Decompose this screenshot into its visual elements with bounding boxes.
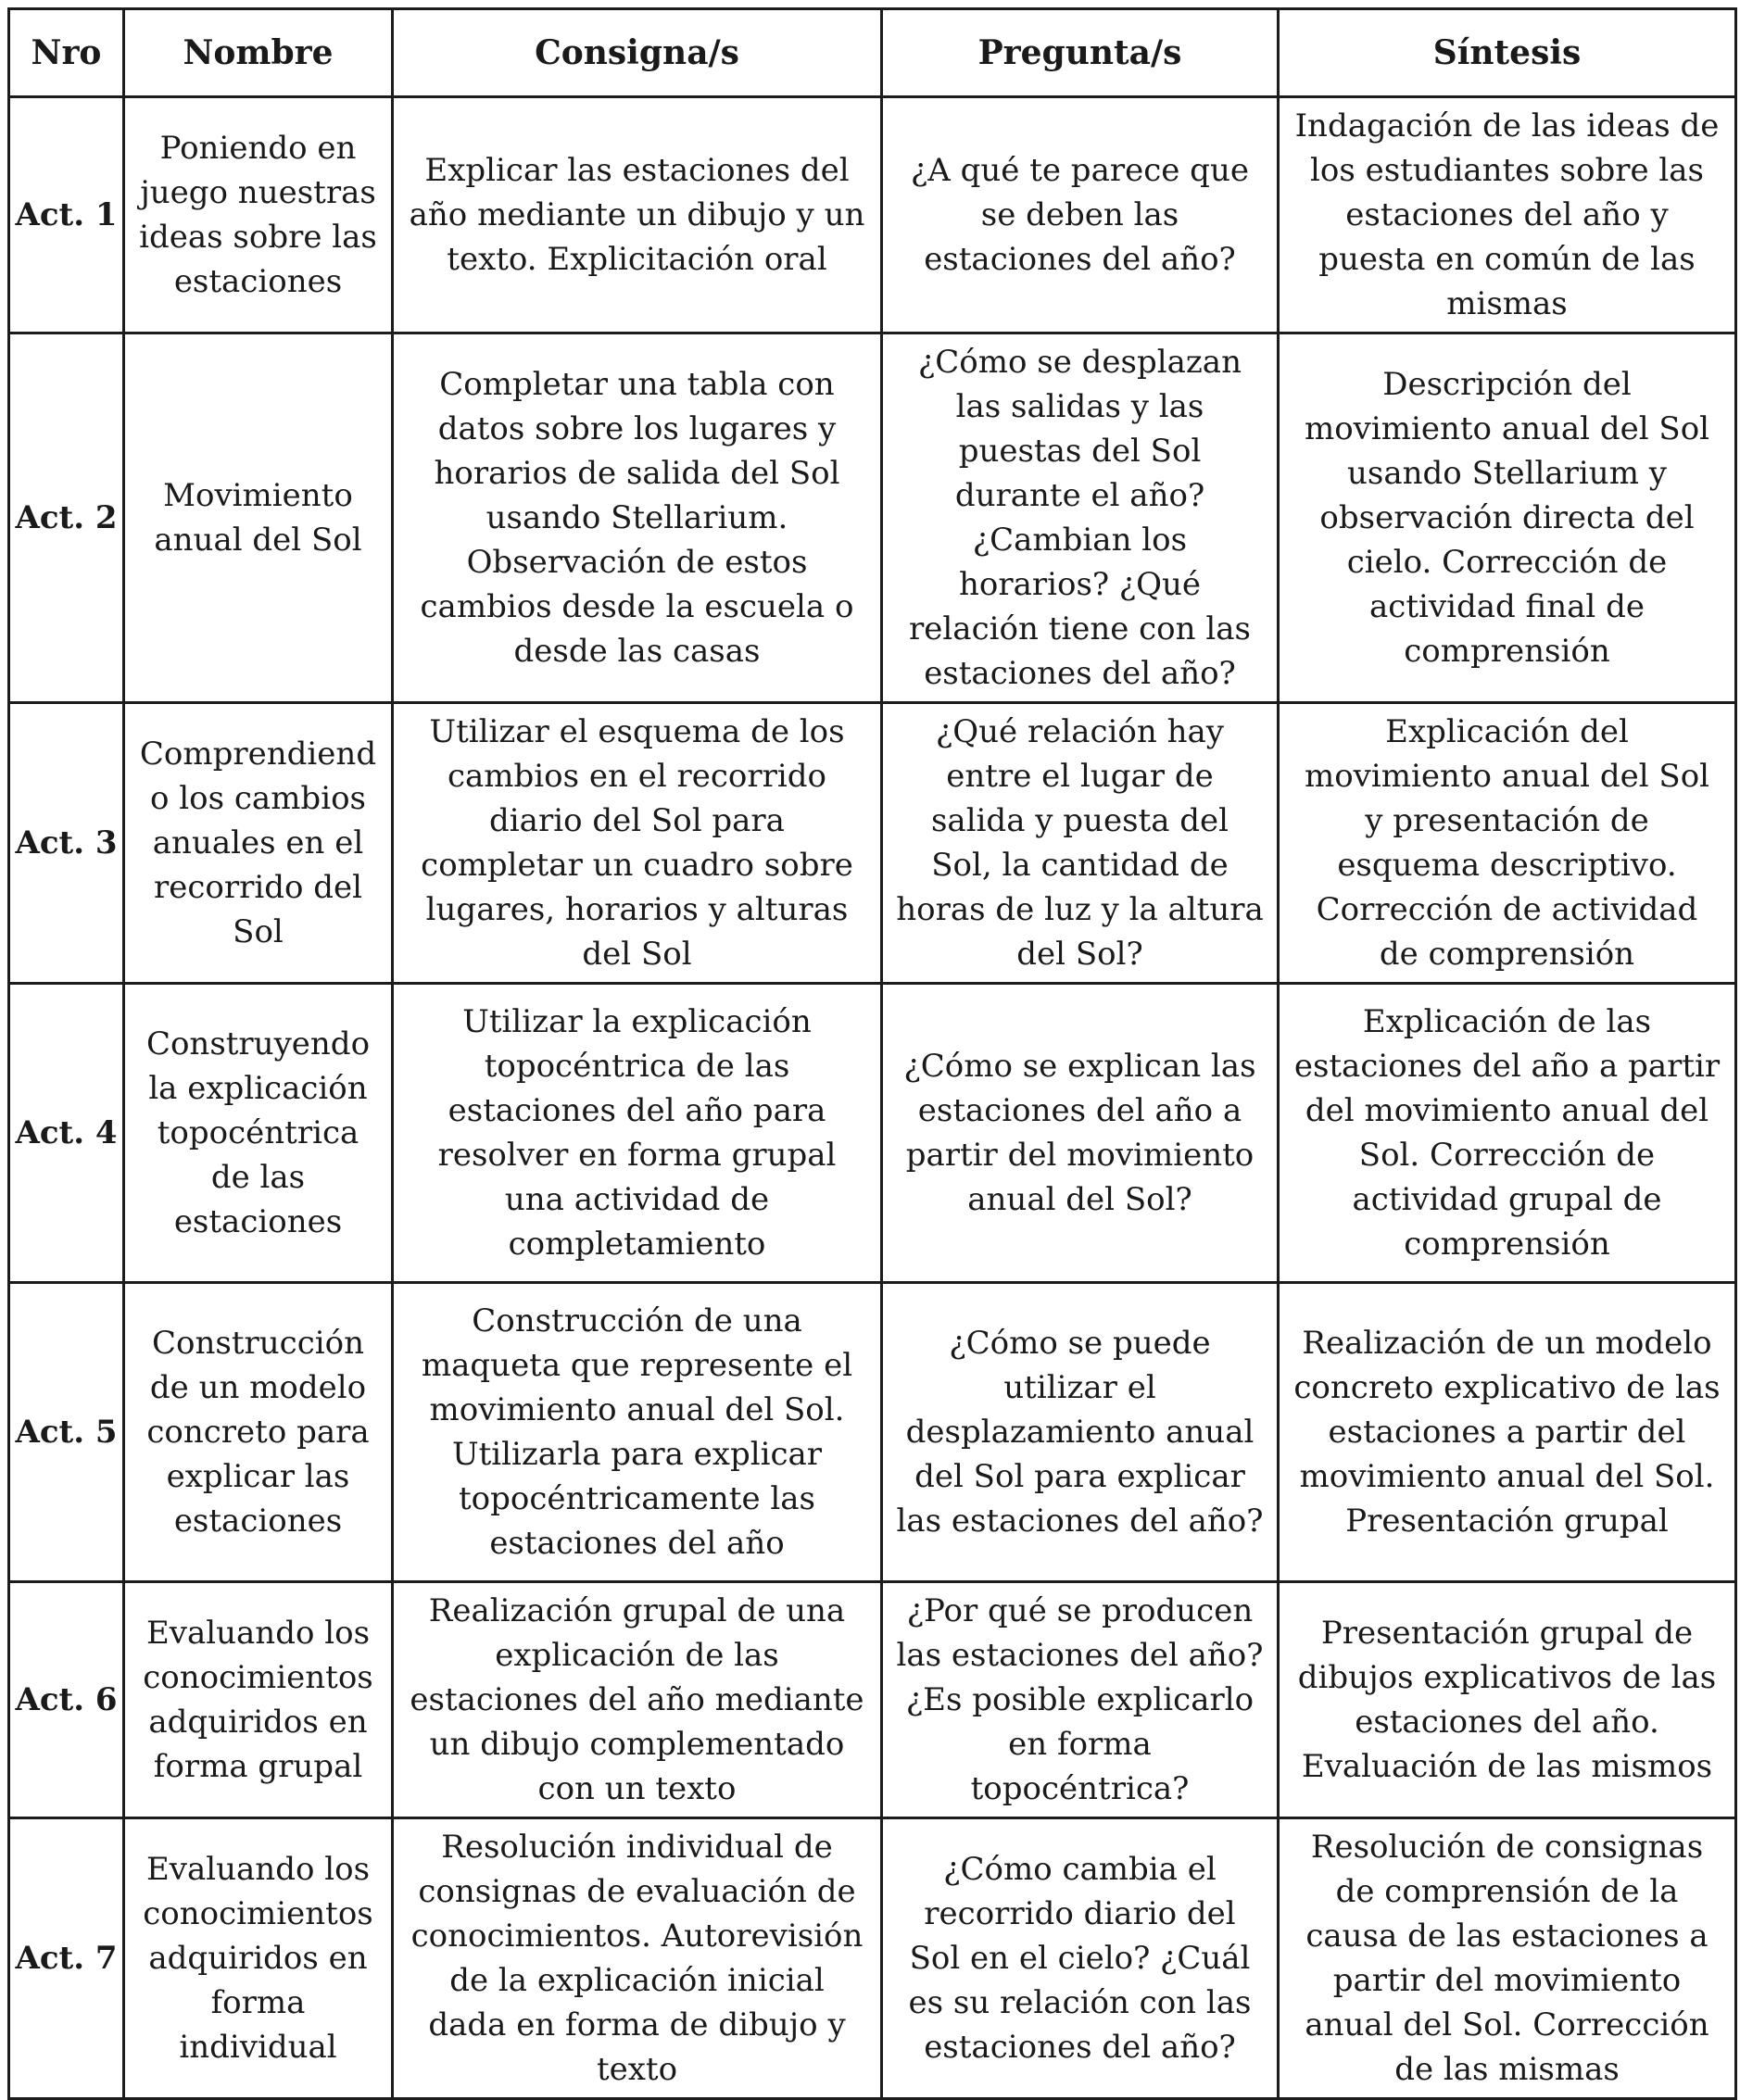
cell-sintesis: Indagación de las ideas de los estudiantes sobre las estaciones del año y puesta en común de las mismas — [1279, 97, 1736, 333]
cell-sintesis: Realización de un modelo concreto explicativo de las estaciones a partir del movimiento anual del Sol. Presentación grupal — [1279, 1283, 1736, 1582]
cell-sintesis: Presentación grupal de dibujos explicativos de las estaciones del año. Evaluación de las mismos — [1279, 1582, 1736, 1818]
cell-sintesis: Resolución de consignas de comprensión de la causa de las estaciones a partir del movimiento anual del Sol. Corrección de las mismas — [1279, 1818, 1736, 2099]
table-row — [9, 333, 1736, 703]
cell-nro: Act. 5 — [9, 1283, 124, 1582]
cell-pregunta: ¿A qué te parece que se deben las estaciones del año? — [882, 97, 1279, 333]
cell-pregunta: ¿Cómo se puede utilizar el desplazamiento anual del Sol para explicar las estaciones del año? — [882, 1283, 1279, 1582]
header-nro: Nro — [9, 9, 124, 97]
cell-pregunta: ¿Cómo se desplazan las salidas y las puestas del Sol durante el año? ¿Cambian los horarios? ¿Qué relación tiene con las estaciones del año? — [882, 333, 1279, 703]
table-header — [9, 9, 1736, 97]
cell-nro: Act. 2 — [9, 333, 124, 703]
cell-consigna: Resolución individual de consignas de evaluación de conocimientos. Autorevisión de la explicación inicial dada en forma de dibujo y texto — [393, 1818, 882, 2099]
cell-nombre: Comprendiendo los cambios anuales en el recorrido del Sol — [124, 703, 393, 984]
header-nombre: Nombre — [124, 9, 393, 97]
cell-consigna: Utilizar la explicación topocéntrica de las estaciones del año para resolver en forma grupal una actividad de completamiento — [393, 984, 882, 1283]
cell-sintesis: Explicación del movimiento anual del Sol y presentación de esquema descriptivo. Corrección de actividad de comprensión — [1279, 703, 1736, 984]
cell-pregunta: ¿Por qué se producen las estaciones del año? ¿Es posible explicarlo en forma topocéntrica? — [882, 1582, 1279, 1818]
cell-consigna: Completar una tabla con datos sobre los lugares y horarios de salida del Sol usando Stellarium. Observación de estos cambios desde la escuela o desde las casas — [393, 333, 882, 703]
cell-pregunta: ¿Cómo cambia el recorrido diario del Sol en el cielo? ¿Cuál es su relación con las estaciones del año? — [882, 1818, 1279, 2099]
cell-sintesis: Descripción del movimiento anual del Sol usando Stellarium y observación directa del cielo. Corrección de actividad final de comprensión — [1279, 333, 1736, 703]
table-row — [9, 1818, 1736, 2099]
table-row — [9, 984, 1736, 1283]
cell-nro: Act. 1 — [9, 97, 124, 333]
cell-nro: Act. 3 — [9, 703, 124, 984]
cell-nro: Act. 7 — [9, 1818, 124, 2099]
table-row — [9, 1582, 1736, 1818]
header-pregunta: Pregunta/s — [882, 9, 1279, 97]
cell-consigna: Realización grupal de una explicación de las estaciones del año mediante un dibujo complementado con un texto — [393, 1582, 882, 1818]
cell-pregunta: ¿Qué relación hay entre el lugar de salida y puesta del Sol, la cantidad de horas de luz y la altura del Sol? — [882, 703, 1279, 984]
activities-table — [7, 7, 1737, 2100]
table-row — [9, 97, 1736, 333]
cell-consigna: Explicar las estaciones del año mediante un dibujo y un texto. Explicitación oral — [393, 97, 882, 333]
table-row — [9, 703, 1736, 984]
cell-nombre: Evaluando los conocimientos adquiridos en forma individual — [124, 1818, 393, 2099]
cell-nro: Act. 6 — [9, 1582, 124, 1818]
cell-sintesis: Explicación de las estaciones del año a partir del movimiento anual del Sol. Corrección de actividad grupal de comprensión — [1279, 984, 1736, 1283]
cell-consigna: Construcción de una maqueta que represente el movimiento anual del Sol. Utilizarla para explicar topocéntricamente las estaciones del año — [393, 1283, 882, 1582]
cell-pregunta: ¿Cómo se explican las estaciones del año a partir del movimiento anual del Sol? — [882, 984, 1279, 1283]
table-body — [9, 97, 1736, 2099]
cell-nombre: Poniendo en juego nuestras ideas sobre las estaciones — [124, 97, 393, 333]
cell-nro: Act. 4 — [9, 984, 124, 1283]
table-row — [9, 1283, 1736, 1582]
cell-nombre: Evaluando los conocimientos adquiridos en forma grupal — [124, 1582, 393, 1818]
header-row — [9, 9, 1736, 97]
header-consigna: Consigna/s — [393, 9, 882, 97]
header-sintesis: Síntesis — [1279, 9, 1736, 97]
cell-nombre: Construyendo la explicación topocéntrica de las estaciones — [124, 984, 393, 1283]
cell-consigna: Utilizar el esquema de los cambios en el recorrido diario del Sol para completar un cuadro sobre lugares, horarios y alturas del Sol — [393, 703, 882, 984]
cell-nombre: Construcción de un modelo concreto para explicar las estaciones — [124, 1283, 393, 1582]
cell-nombre: Movimiento anual del Sol — [124, 333, 393, 703]
